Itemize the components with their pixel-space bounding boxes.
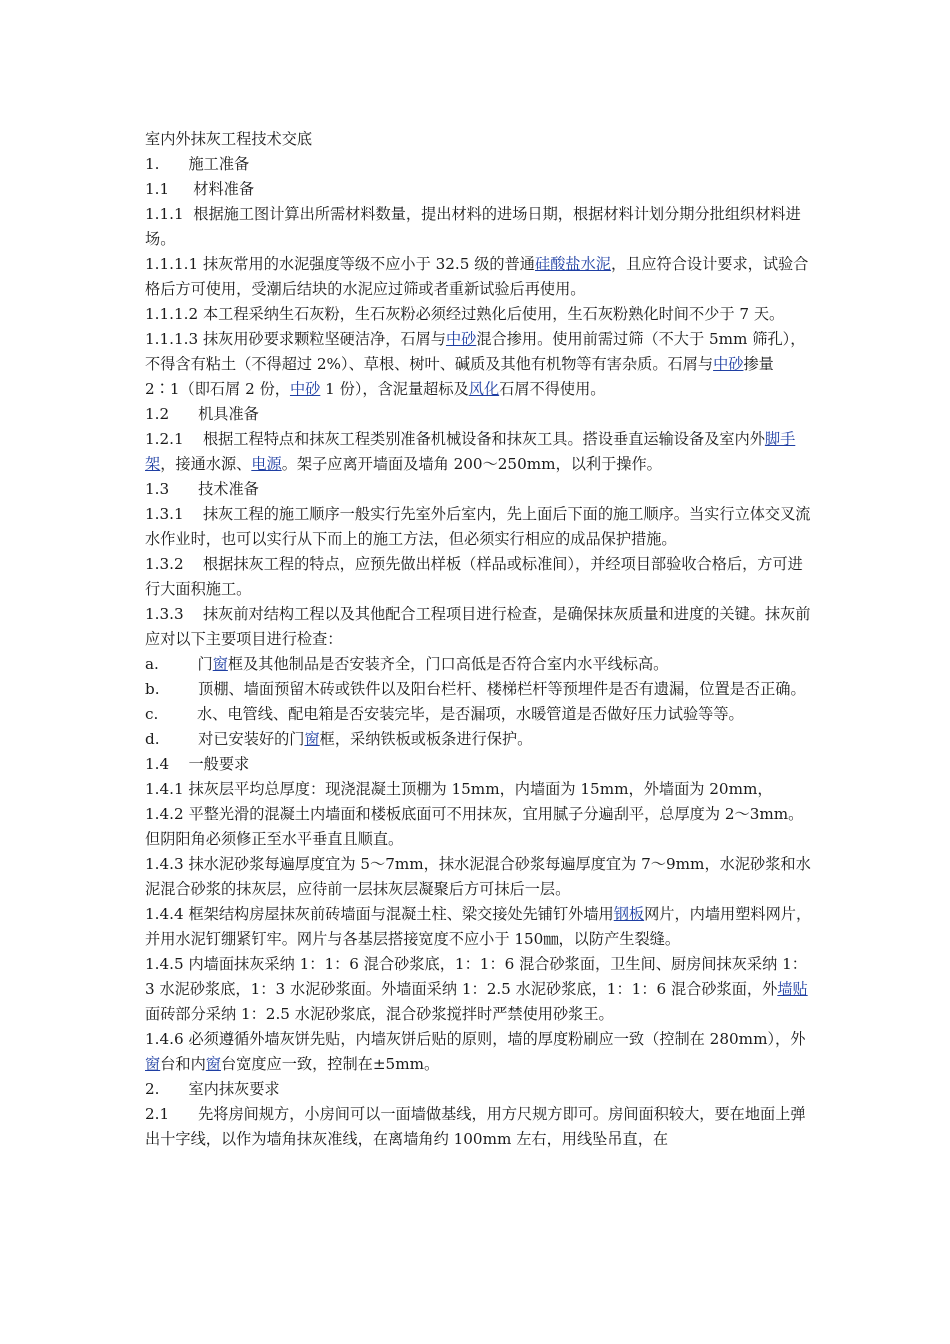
hyperlink[interactable]: 硅酸盐水泥 (535, 255, 611, 273)
text-run: 台宽度应一致，控制在±5mm。 (220, 1055, 440, 1073)
text-run: ，接通水源、 (160, 455, 252, 473)
text-run: 石屑不得使用。 (499, 380, 606, 398)
paragraph (145, 727, 813, 752)
hyperlink[interactable]: 脚手架 (145, 430, 796, 473)
hyperlink[interactable]: 墙贴 (777, 980, 808, 998)
text-run: 1.1.1.2 本工程采纳生石灰粉，生石灰粉必须经过熟化后使用，生石灰粉熟化时间不少于 7 天。 (145, 305, 785, 323)
document-page (145, 127, 813, 1152)
text-run: 1.1.1.3 抹灰用砂要求颗粒坚硬洁净，石屑与 (145, 330, 446, 348)
text-run: ，且应符合设计要求，试验合格后方可使用，受潮后结块的水泥应过筛或者重新试验后再使用。 (145, 255, 809, 298)
hyperlink[interactable]: 窗 (304, 730, 320, 748)
paragraph (145, 127, 813, 152)
hyperlink[interactable]: 中砂 (289, 380, 321, 398)
text-run: 1.3.1 抹灰工程的施工顺序一般实行先室外后室内，先上面后下面的施工顺序。当实行立体交叉流水作业时，也可以实行从下而上的施工方法，但必须实行相应的成品保护措施。 (145, 505, 811, 548)
paragraph (145, 752, 813, 777)
paragraph (145, 602, 813, 652)
paragraph (145, 802, 813, 852)
paragraph (145, 777, 813, 802)
paragraph (145, 677, 813, 702)
text-run: 掺量 2∶1（即石屑 2 份， (145, 355, 779, 398)
text-run: 2. 室内抹灰要求 (145, 1080, 280, 1098)
text-run: 室内外抹灰工程技术交底 (145, 130, 313, 148)
paragraph (145, 702, 813, 727)
hyperlink[interactable]: 风化 (468, 380, 500, 398)
paragraph (145, 177, 813, 202)
text-run: d. 对已安装好的门 (145, 730, 305, 748)
paragraph (145, 552, 813, 602)
text-run: 1.4.4 框架结构房屋抹灰前砖墙面与混凝土柱、梁交接处先铺钉外墙用 (145, 905, 614, 923)
text-run: a. 门 (145, 655, 213, 673)
text-run: 网片，内墙用塑料网片，并用水泥钉绷紧钉牢。网片与各基层搭接宽度不应小于 150㎜，以防产生裂缝。 (145, 905, 812, 948)
paragraph (145, 402, 813, 427)
paragraph (145, 252, 813, 302)
text-run: c. 水、电管线、配电箱是否安装完毕，是否漏项，水暖管道是否做好压力试验等等。 (145, 705, 744, 723)
text-run: 1.4.6 必须遵循外墙灰饼先贴，内墙灰饼后贴的原则，墙的厚度粉刷应一致（控制在 280mm），外 (145, 1030, 806, 1048)
hyperlink[interactable]: 中砂 (713, 355, 744, 373)
text-run: 面砖部分采纳 1：2.5 水泥砂浆底，混合砂浆搅拌时严禁使用砂浆王。 (145, 1005, 614, 1023)
paragraph (145, 1102, 813, 1152)
text-run: 2.1 先将房间规方，小房间可以一面墙做基线，用方尺规方即可。房间面积较大，要在地面上弹出十字线，以作为墙角抹灰准线，在离墙角约 100mm 左右，用线坠吊直，在 (145, 1105, 806, 1148)
text-run: 1.3.2 根据抹灰工程的特点，应预先做出样板（样品或标准间），并经项目部验收合格后，方可进行大面积施工。 (145, 555, 803, 598)
text-run: 1.4.3 抹水泥砂浆每遍厚度宜为 5～7mm，抹水泥混合砂浆每遍厚度宜为 7～9mm，水泥砂浆和水泥混合砂浆的抹灰层，应待前一层抹灰层凝聚后方可抹后一层。 (145, 855, 811, 898)
hyperlink[interactable]: 窗 (145, 1055, 161, 1073)
text-run: 1.4.2 平整光滑的混凝土内墙面和楼板底面可不用抹灰，宜用腻子分遍刮平，总厚度为 2～3mm。但阴阳角必须修正至水平垂直且顺直。 (145, 805, 804, 848)
paragraph (145, 902, 813, 952)
hyperlink[interactable]: 窗 (212, 655, 228, 673)
text-run: 1.1 材料准备 (145, 180, 255, 198)
paragraph (145, 652, 813, 677)
text-run: b. 顶棚、墙面预留木砖或铁件以及阳台栏杆、楼梯栏杆等预埋件是否有遗漏，位置是否正确。 (145, 680, 806, 698)
hyperlink[interactable]: 窗 (205, 1055, 221, 1073)
paragraph (145, 327, 813, 402)
paragraph (145, 502, 813, 552)
text-run: 1.1.1 根据施工图计算出所需材料数量，提出材料的进场日期，根据材料计划分期分批组织材料进场。 (145, 205, 801, 248)
text-run: 台和内 (160, 1055, 206, 1073)
text-run: 1 份），含泥量超标及 (320, 380, 469, 398)
hyperlink[interactable]: 钢板 (613, 905, 645, 923)
text-run: 1. 施工准备 (145, 155, 250, 173)
text-run: 1.4.5 内墙面抹灰采纳 1：1：6 混合砂浆底，1：1：6 混合砂浆面，卫生间、厨房间抹灰采纳 1：3 水泥砂浆底，1：3 水泥砂浆面。外墙面采纳 1：2.5 水泥砂浆底，1：1：6 混合砂浆面，外 (145, 955, 807, 998)
text-run: 1.4 一般要求 (145, 755, 250, 773)
text-run: 框，采纳铁板或板条进行保护。 (319, 730, 533, 748)
paragraph (145, 852, 813, 902)
text-run: 。架子应离开墙面及墙角 200～250mm，以利于操作。 (281, 455, 662, 473)
text-run: 框及其他制品是否安装齐全，门口高低是否符合室内水平线标高。 (227, 655, 669, 673)
text-run: 1.3 技术准备 (145, 480, 259, 498)
paragraph (145, 1027, 813, 1077)
hyperlink[interactable]: 中砂 (445, 330, 477, 348)
hyperlink[interactable]: 电源 (251, 455, 282, 473)
paragraph (145, 427, 813, 477)
paragraph (145, 302, 813, 327)
paragraph (145, 152, 813, 177)
text-run: 1.2 机具准备 (145, 405, 259, 423)
text-run: 1.4.1 抹灰层平均总厚度：现浇混凝土顶棚为 15mm，内墙面为 15mm，外墙面为 20mm， (145, 780, 773, 798)
text-run: 1.2.1 根据工程特点和抹灰工程类别准备机械设备和抹灰工具。搭设垂直运输设备及室内外 (145, 430, 765, 448)
text-run: 1.1.1.1 抹灰常用的水泥强度等级不应小于 32.5 级的普通 (145, 255, 535, 273)
paragraph (145, 477, 813, 502)
paragraph (145, 202, 813, 252)
text-run: 1.3.3 抹灰前对结构工程以及其他配合工程项目进行检查，是确保抹灰质量和进度的关键。抹灰前应对以下主要项目进行检查： (145, 605, 811, 648)
text-run: 混合掺用。使用前需过筛（不大于 5mm 筛孔），不得含有粘土（不得超过 2%）、草根、树叶、碱质及其他有机物等有害杂质。石屑与 (145, 330, 806, 373)
paragraph (145, 952, 813, 1027)
paragraph (145, 1077, 813, 1102)
